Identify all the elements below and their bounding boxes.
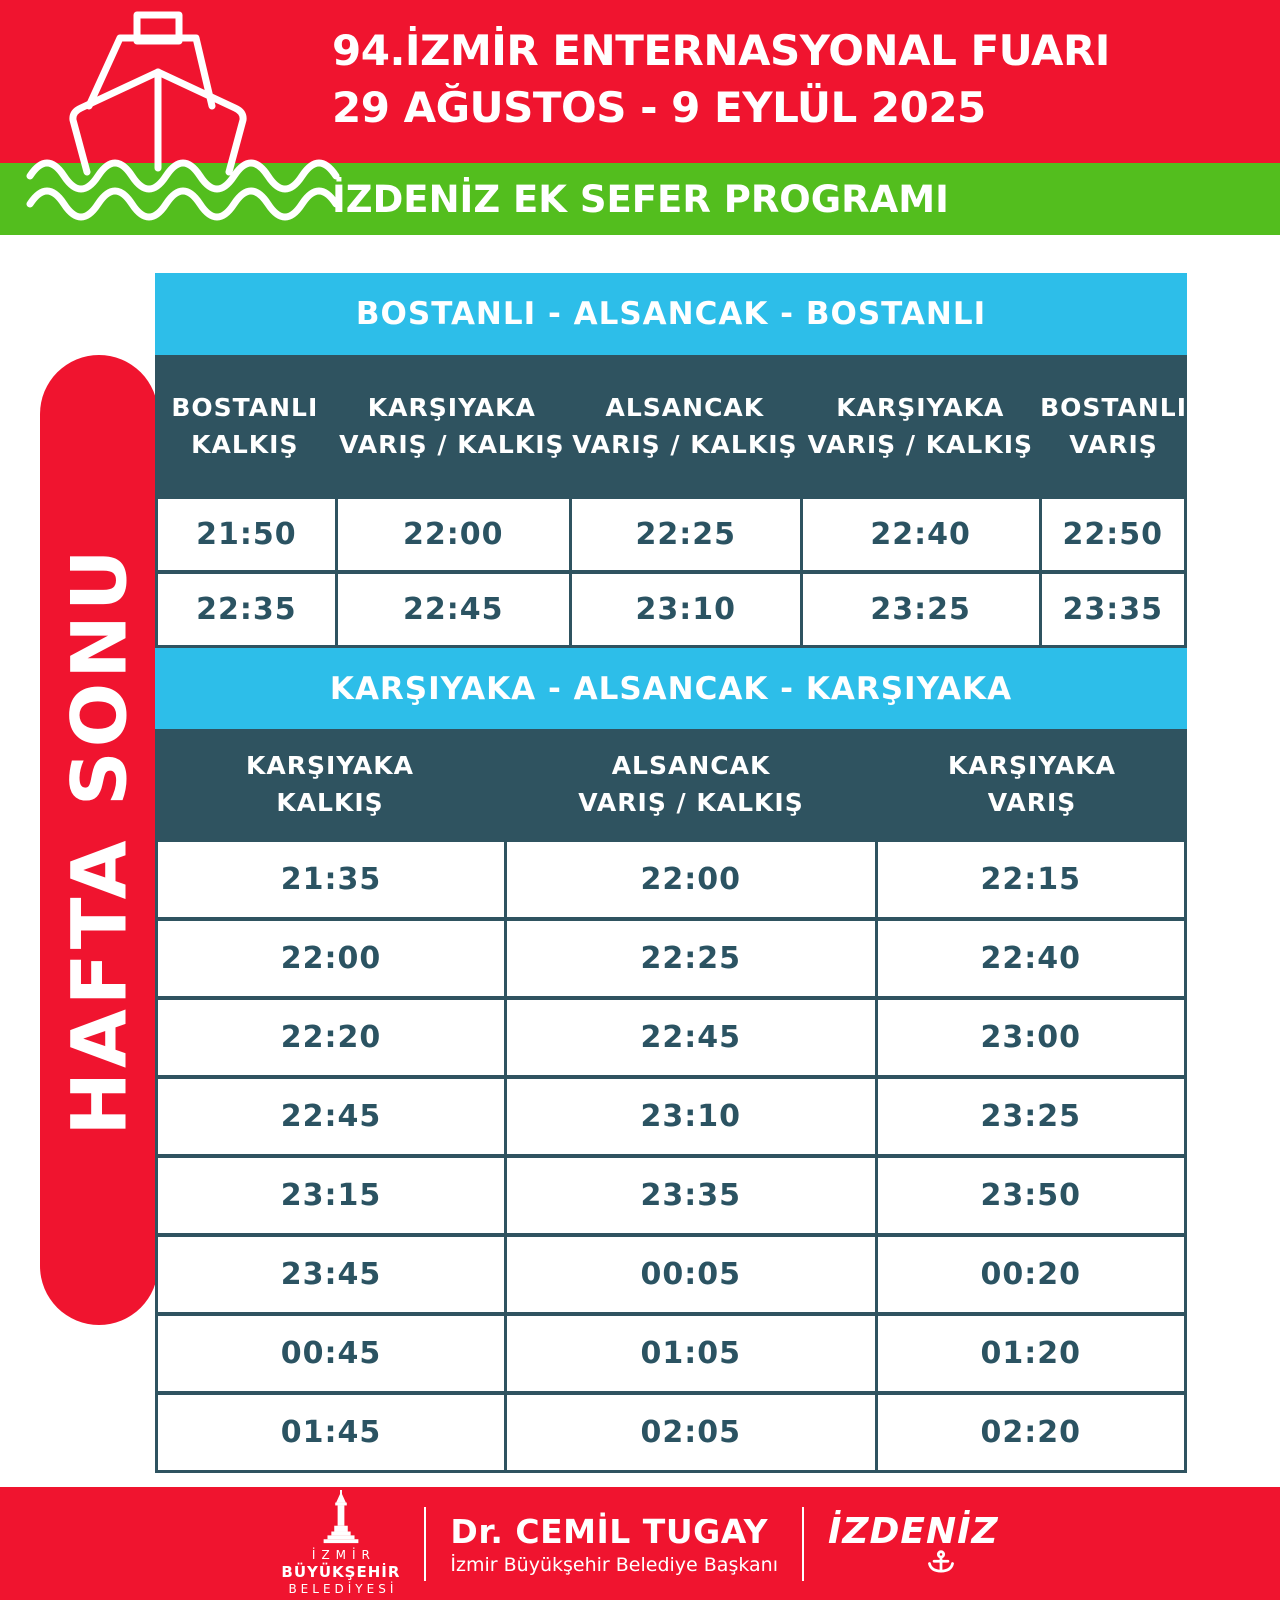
ship-hull-right [158, 72, 243, 172]
weekend-side-label: HAFTA SONU [54, 544, 144, 1136]
time-cell: 21:50 [158, 499, 335, 570]
time-cell: 22:25 [507, 921, 875, 996]
table2-col-header [877, 729, 1187, 839]
col-header-line: KALKIŞ [276, 788, 384, 817]
time-cell: 23:00 [878, 1000, 1184, 1075]
time-cell: 22:00 [158, 921, 504, 996]
time-cell: 02:20 [878, 1395, 1184, 1470]
time-cell: 23:15 [158, 1158, 504, 1233]
col-header-line: VARIŞ / KALKIŞ [572, 429, 798, 459]
table1-header-row [155, 355, 1187, 496]
ship-hull-left [73, 72, 158, 172]
time-cell: 22:25 [572, 499, 800, 570]
time-cell: 01:45 [158, 1395, 504, 1470]
time-cell: 02:05 [507, 1395, 875, 1470]
izdeniz-wordmark: İZDENİZ [827, 1511, 999, 1552]
mayor-block [450, 1512, 778, 1576]
col-header-line: VARIŞ / KALKIŞ [339, 429, 565, 459]
col-header-line: KALKIŞ [191, 429, 299, 459]
table2-body [155, 839, 1187, 1473]
mayor-name: Dr. CEMİL TUGAY [450, 1511, 768, 1551]
anchor-icon [926, 1550, 956, 1576]
table1-col-header [335, 355, 569, 496]
mayor-title: İzmir Büyükşehir Belediye Başkanı [450, 1553, 778, 1576]
col-header-line: KARŞIYAKA [836, 392, 1005, 422]
time-cell: 22:00 [507, 842, 875, 917]
time-cell: 23:35 [1042, 574, 1184, 645]
footer-band [0, 1487, 1280, 1600]
col-header-line: BOSTANLI [1040, 392, 1187, 422]
col-header-line: VARIŞ [987, 788, 1077, 817]
time-cell: 22:50 [1042, 499, 1184, 570]
poster-title-line2: 29 AĞUSTOS - 9 EYLÜL 2025 [332, 83, 986, 132]
col-header-line: KARŞIYAKA [947, 751, 1117, 780]
wave-line-1 [30, 163, 336, 189]
col-header-line: ALSANCAK [611, 751, 771, 780]
table2-title-band: KARŞIYAKA - ALSANCAK - KARŞIYAKA [155, 648, 1187, 729]
table2-col-header [505, 729, 877, 839]
municipality-logo [281, 1490, 400, 1597]
time-cell: 23:50 [878, 1158, 1184, 1233]
table1-title-band: BOSTANLI - ALSANCAK - BOSTANLI [155, 273, 1187, 355]
poster-title [332, 22, 1110, 136]
time-cell: 22:40 [803, 499, 1039, 570]
schedule-tables [155, 273, 1187, 1473]
footer-divider [802, 1507, 804, 1581]
col-header-line: KARŞIYAKA [367, 392, 536, 422]
time-cell: 22:20 [158, 1000, 504, 1075]
table1-body [155, 496, 1187, 648]
time-cell: 00:20 [878, 1237, 1184, 1312]
time-cell: 00:45 [158, 1316, 504, 1391]
table1-col-header [569, 355, 801, 496]
time-cell: 22:40 [878, 921, 1184, 996]
footer-divider [424, 1507, 426, 1581]
time-cell: 22:35 [158, 574, 335, 645]
table2-header-row [155, 729, 1187, 839]
table1-col-header [801, 355, 1040, 496]
col-header-line: KARŞIYAKA [245, 751, 415, 780]
municipality-line1: İZMİR [311, 1548, 376, 1563]
table2-col-header [155, 729, 505, 839]
col-header-line: VARIŞ / KALKIŞ [578, 788, 804, 817]
time-cell: 21:35 [158, 842, 504, 917]
poster-subtitle: İZDENİZ EK SEFER PROGRAMI [332, 178, 949, 221]
wave-line-2 [30, 191, 336, 217]
time-cell: 22:00 [338, 499, 569, 570]
clock-tower-icon [319, 1490, 363, 1546]
col-header-line: ALSANCAK [605, 392, 765, 422]
time-cell: 00:05 [507, 1237, 875, 1312]
time-cell: 22:45 [507, 1000, 875, 1075]
weekend-side-badge [40, 355, 158, 1325]
time-cell: 23:25 [878, 1079, 1184, 1154]
table1-col-header [1040, 355, 1187, 496]
table1-col-header [155, 355, 335, 496]
municipality-line2: BÜYÜKŞEHİR [281, 1563, 401, 1582]
ferry-ship-icon [25, 6, 370, 221]
time-cell: 23:25 [803, 574, 1039, 645]
izdeniz-logo [828, 1511, 999, 1576]
poster-title-line1: 94.İZMİR ENTERNASYONAL FUARI [332, 26, 1110, 75]
col-header-line: BOSTANLI [171, 392, 319, 422]
time-cell: 22:45 [158, 1079, 504, 1154]
col-header-line: VARIŞ [1069, 429, 1158, 459]
time-cell: 23:10 [507, 1079, 875, 1154]
time-cell: 22:15 [878, 842, 1184, 917]
time-cell: 23:10 [572, 574, 800, 645]
time-cell: 23:45 [158, 1237, 504, 1312]
time-cell: 22:45 [338, 574, 569, 645]
time-cell: 23:35 [507, 1158, 875, 1233]
time-cell: 01:20 [878, 1316, 1184, 1391]
municipality-line3: BELEDİYESİ [288, 1581, 398, 1596]
time-cell: 01:05 [507, 1316, 875, 1391]
col-header-line: VARIŞ / KALKIŞ [807, 429, 1034, 459]
